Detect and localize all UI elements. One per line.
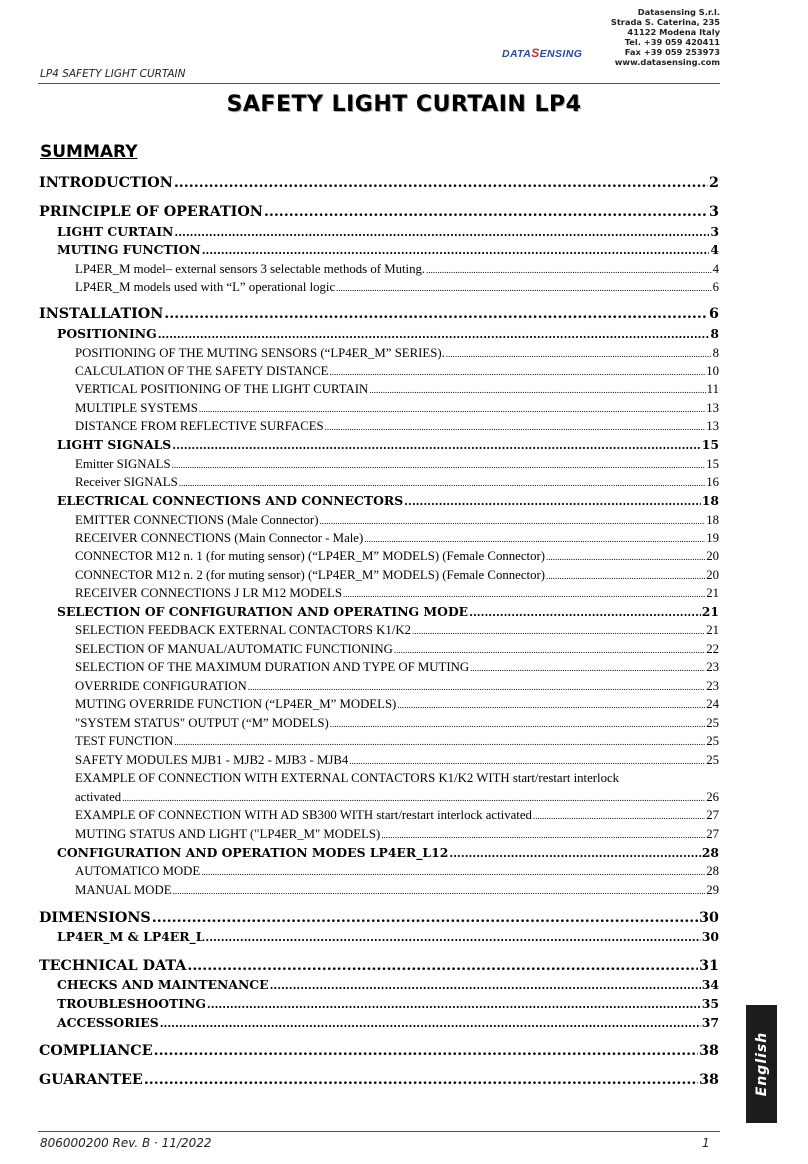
toc-entry[interactable]: GUARANTEE ..... 38	[39, 1071, 719, 1089]
toc-entry[interactable]: "SYSTEM STATUS" OUTPUT (“M” MODELS) ..... 25	[75, 715, 719, 732]
toc-entry[interactable]: POSITIONING ..... 8	[57, 326, 719, 343]
footer-page-number: 1	[702, 1136, 710, 1150]
toc-entry[interactable]: POSITIONING OF THE MUTING SENSORS (“LP4ER_M” SERIES). ..... 8	[75, 345, 719, 362]
company-street: Strada S. Caterina, 235	[610, 17, 720, 27]
toc-entry[interactable]: SELECTION OF THE MAXIMUM DURATION AND TYPE OF MUTING ..... 23	[75, 659, 719, 676]
toc-entry-first-line[interactable]: EXAMPLE OF CONNECTION WITH EXTERNAL CONTACTORS K1/K2 WITH start/restart interlock	[75, 771, 620, 785]
toc-entry[interactable]: LIGHT CURTAIN ..... 3	[57, 224, 719, 241]
toc-entry[interactable]: CONFIGURATION AND OPERATION MODES LP4ER_L12 ..... 28	[57, 845, 719, 862]
toc-entry[interactable]: TEST FUNCTION ..... 25	[75, 733, 719, 750]
toc-entry[interactable]: SELECTION OF MANUAL/AUTOMATIC FUNCTIONING ..... 22	[75, 641, 719, 658]
toc-entry[interactable]: Receiver SIGNALS ..... 16	[75, 474, 719, 491]
company-city: 41122 Modena Italy	[627, 27, 720, 37]
header-product-label: LP4 SAFETY LIGHT CURTAIN	[40, 68, 186, 80]
toc-entry[interactable]: SELECTION FEEDBACK EXTERNAL CONTACTORS K1/K2 ..... 21	[75, 622, 719, 639]
toc-entry[interactable]: MUTING FUNCTION ..... 4	[57, 242, 719, 259]
toc-entry[interactable]: INTRODUCTION ..... 2	[39, 174, 719, 192]
toc-entry[interactable]: INSTALLATION ..... 6	[39, 305, 719, 323]
toc-entry[interactable]: COMPLIANCE ..... 38	[39, 1042, 719, 1060]
toc-entry[interactable]: MULTIPLE SYSTEMS ..... 13	[75, 400, 719, 417]
toc-entry[interactable]: DIMENSIONS ..... 30	[39, 909, 719, 927]
toc-entry[interactable]: ACCESSORIES ..... 37	[57, 1015, 719, 1032]
toc-entry[interactable]: RECEIVER CONNECTIONS J LR M12 MODELS ..... 21	[75, 585, 719, 602]
toc-entry[interactable]: LP4ER_M models used with “L” operational logic ..... 6	[75, 279, 719, 296]
toc-entry[interactable]: RECEIVER CONNECTIONS (Main Connector - Male) ..... 19	[75, 530, 719, 547]
toc-entry[interactable]: MUTING STATUS AND LIGHT ("LP4ER_M" MODELS) ..... 27	[75, 826, 719, 843]
toc-entry-continuation[interactable]: activated ..... 26	[75, 789, 719, 806]
toc-entry[interactable]: AUTOMATICO MODE ..... 28	[75, 863, 719, 880]
toc-entry[interactable]: CHECKS AND MAINTENANCE ..... 34	[57, 977, 719, 994]
company-fax: Fax +39 059 253973	[624, 47, 720, 57]
company-website: www.datasensing.com	[614, 57, 720, 67]
language-tab	[746, 1005, 777, 1123]
footer-doc-ref: 806000200 Rev. B · 11/2022	[40, 1136, 212, 1150]
toc-entry[interactable]: CONNECTOR M12 n. 1 (for muting sensor) (“LP4ER_M” MODELS) (Female Connector) ..... 20	[75, 548, 719, 565]
toc-entry[interactable]: DISTANCE FROM REFLECTIVE SURFACES ..... 13	[75, 418, 719, 435]
toc-entry[interactable]: SAFETY MODULES MJB1 - MJB2 - MJB3 - MJB4 ..... 25	[75, 752, 719, 769]
toc-entry[interactable]: TROUBLESHOOTING ..... 35	[57, 996, 719, 1013]
toc-entry[interactable]: EMITTER CONNECTIONS (Male Connector) ..... 18	[75, 512, 719, 529]
toc-entry[interactable]: TECHNICAL DATA ..... 31	[39, 957, 719, 975]
toc-entry[interactable]: MANUAL MODE ..... 29	[75, 882, 719, 899]
footer-divider	[38, 1131, 720, 1132]
header-divider	[38, 83, 720, 84]
toc-entry[interactable]: VERTICAL POSITIONING OF THE LIGHT CURTAIN ..... 11	[75, 381, 719, 398]
toc-entry[interactable]: PRINCIPLE OF OPERATION ..... 3	[39, 203, 719, 221]
datasensing-logo: DATASENSING	[502, 46, 583, 60]
toc-entry[interactable]: ELECTRICAL CONNECTIONS AND CONNECTORS ..... 18	[57, 493, 719, 510]
summary-heading: SUMMARY	[40, 142, 138, 162]
toc-entry[interactable]: OVERRIDE CONFIGURATION ..... 23	[75, 678, 719, 695]
toc-entry[interactable]: EXAMPLE OF CONNECTION WITH AD SB300 WITH start/restart interlock activated ..... 27	[75, 807, 719, 824]
company-phone: Tel. +39 059 420411	[624, 37, 720, 47]
toc-entry[interactable]: CALCULATION OF THE SAFETY DISTANCE ..... 10	[75, 363, 719, 380]
toc-entry[interactable]: LP4ER_M model– external sensors 3 selectable methods of Muting. ..... 4	[75, 261, 719, 278]
toc-entry[interactable]: LP4ER_M & LP4ER_L ..... 30	[57, 929, 719, 946]
company-name: Datasensing S.r.l.	[637, 7, 720, 17]
language-tab-label: English	[753, 1031, 770, 1097]
toc-entry[interactable]: SELECTION OF CONFIGURATION AND OPERATING MODE ..... 21	[57, 604, 719, 621]
page-title: SAFETY LIGHT CURTAIN LP4	[226, 92, 582, 117]
toc-entry[interactable]: LIGHT SIGNALS ..... 15	[57, 437, 719, 454]
toc-entry[interactable]: CONNECTOR M12 n. 2 (for muting sensor) (“LP4ER_M” MODELS) (Female Connector) ..... 20	[75, 567, 719, 584]
toc-entry[interactable]: MUTING OVERRIDE FUNCTION (“LP4ER_M” MODELS) ..... 24	[75, 696, 719, 713]
toc-entry[interactable]: Emitter SIGNALS ..... 15	[75, 456, 719, 473]
